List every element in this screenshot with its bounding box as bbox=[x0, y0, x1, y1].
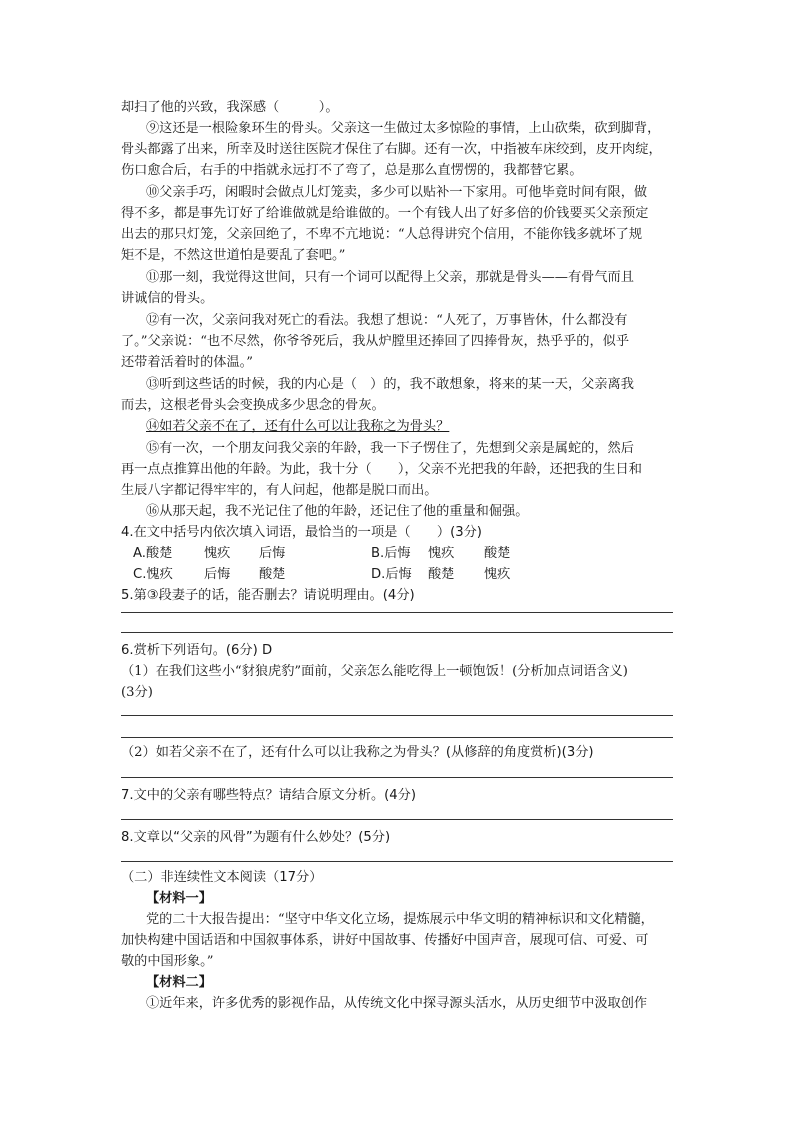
material-1-line-1: 党的二十大报告提出：“坚守中华文化立场，提炼展示中华文明的精神标识和文化精髓， bbox=[146, 912, 654, 927]
question-6-sub-2 bbox=[121, 743, 594, 763]
material-1-line-2: 加快构建中国话语和中国叙事体系，讲好中国故事、传播好中国声音，展现可信、可爱、可 bbox=[121, 933, 649, 948]
paragraph-8-tail: 却扫了他的兴致，我深感（ ）。 bbox=[121, 100, 339, 115]
answer-line bbox=[121, 777, 673, 778]
question-4-stem: 4.在文中括号内依次填入词语，最恰当的一项是（ ）(3分) bbox=[121, 525, 482, 540]
paragraph-12-line-2: 了。”父亲说：“也不尽然，你爷爷死后，我从炉膛里还捧回了四捧骨灰，热乎乎的，似乎 bbox=[121, 334, 630, 349]
section-2-title: （二）非连续性文本阅读（17分） bbox=[121, 870, 323, 885]
material-1-label: 【材料一】 bbox=[146, 891, 212, 906]
answer-line bbox=[121, 612, 673, 613]
option-d-word-2: 酸楚 bbox=[428, 567, 455, 582]
paragraph-10-line-1: ⑩父亲手巧，闲暇时会做点儿灯笼卖，多少可以贴补一下家用。可他毕竟时间有限，做 bbox=[146, 185, 648, 200]
paragraph-11-line-1: ⑪那一刻，我觉得这世间，只有一个词可以配得上父亲，那就是骨头——有骨气而且 bbox=[146, 270, 634, 285]
question-6-sub-2-lead: （2）如若父亲不在了，还有什么可以让我称之为骨头？ bbox=[121, 745, 446, 760]
paragraph-15-line-3: 生辰八字都记得牢牢的，有人问起，他都是脱口而出。 bbox=[121, 483, 438, 498]
paragraph-13-line-1: ⑬听到这些话的时候，我的内心是（ ）的，我不敢想象，将来的某一天，父亲离我 bbox=[146, 377, 634, 392]
option-c-word-3: 酸楚 bbox=[259, 567, 286, 582]
answer-line bbox=[121, 861, 673, 862]
answer-line bbox=[121, 737, 673, 738]
question-5: 5.第③段妻子的话，能否删去？请说明理由。(4分) bbox=[121, 588, 415, 603]
question-8: 8.文章以“父亲的风骨”为题有什么妙处？(5分) bbox=[121, 830, 391, 845]
question-7: 7.文中的父亲有哪些特点？请结合原文分析。(4分) bbox=[121, 788, 417, 803]
paragraph-10-line-4: 矩不是，不然这世道怕是要乱了套吧。” bbox=[121, 248, 346, 263]
question-6-sub-2-tail: (从修辞的角度赏析)(3分) bbox=[445, 745, 594, 760]
paragraph-11-line-2: 讲诚信的骨头。 bbox=[121, 291, 214, 306]
material-2-label: 【材料二】 bbox=[146, 975, 212, 990]
question-6-stem: 6.赏析下列语句。(6分) D bbox=[121, 643, 273, 658]
answer-line bbox=[121, 819, 673, 820]
paragraph-10-line-3: 出去的那只灯笼，父亲回绝了，不卑不亢地说：“人总得讲究个信用，不能你钱多就坏了规 bbox=[121, 227, 643, 242]
option-a-word-1: A.酸楚 bbox=[133, 546, 173, 561]
paragraph-15-line-1: ⑮有一次，一个朋友问我父亲的年龄，我一下子愣住了，先想到父亲是属蛇的，然后 bbox=[146, 441, 634, 456]
option-b-word-1: B.后悔 bbox=[371, 546, 411, 561]
option-b-word-3: 酸楚 bbox=[484, 546, 511, 561]
option-c-word-2: 后悔 bbox=[204, 567, 231, 582]
answer-line bbox=[121, 715, 673, 716]
paragraph-12-line-3: 还带着活着时的体温。” bbox=[121, 355, 254, 370]
option-d-word-1: D.后悔 bbox=[371, 567, 412, 582]
paragraph-15-line-2: 再一点点推算出他的年龄。为此，我十分（ ），父亲不光把我的年龄，还把我的生日和 bbox=[121, 462, 642, 477]
question-6-sub-1-score: (3分) bbox=[121, 685, 153, 700]
option-c-word-1: C.愧疚 bbox=[133, 567, 173, 582]
option-d-word-3: 愧疚 bbox=[484, 567, 511, 582]
paragraph-10-line-2: 得不多，都是事先订好了给谁做就是给谁做的。一个有钱人出了好多倍的价钱要买父亲预定 bbox=[121, 206, 649, 221]
option-b-word-2: 愧疚 bbox=[428, 546, 455, 561]
material-1-line-3: 敬的中国形象。” bbox=[121, 954, 214, 969]
paragraph-14-underlined: ⑭如若父亲不在了，还有什么可以让我称之为骨头？ bbox=[146, 419, 450, 434]
question-6-sub-1: （1）在我们这些小“豺狼虎豹”面前，父亲怎么能吃得上一顿饱饭！(分析加点词语含义) bbox=[121, 664, 628, 679]
option-a-word-3: 后悔 bbox=[259, 546, 286, 561]
answer-line bbox=[121, 632, 673, 633]
paragraph-13-line-2: 而去，这根老骨头会变换成多少思念的骨灰。 bbox=[121, 398, 385, 413]
paragraph-16: ⑯从那天起，我不光记住了他的年龄，还记住了他的重量和倔强。 bbox=[146, 504, 529, 519]
material-2-line-1: ①近年来，许多优秀的影视作品，从传统文化中探寻源头活水，从历史细节中汲取创作 bbox=[146, 996, 648, 1011]
paragraph-9-line-3: 伤口愈合后，右手的中指就永远打不了弯了，总是那么直愣愣的，我都替它累。 bbox=[121, 163, 583, 178]
paragraph-12-line-1: ⑫有一次，父亲问我对死亡的看法。我想了想说：“人死了，万事皆休，什么都没有 bbox=[146, 313, 628, 328]
option-a-word-2: 愧疚 bbox=[204, 546, 231, 561]
paragraph-9-line-2: 骨头都露了出来，所幸及时送往医院才保住了右脚。还有一次，中指被车床绞到，皮开肉绽， bbox=[121, 142, 662, 157]
paragraph-9-line-1: ⑨这还是一根险象环生的骨头。父亲这一生做过太多惊险的事情，上山砍柴，砍到脚背， bbox=[146, 121, 661, 136]
